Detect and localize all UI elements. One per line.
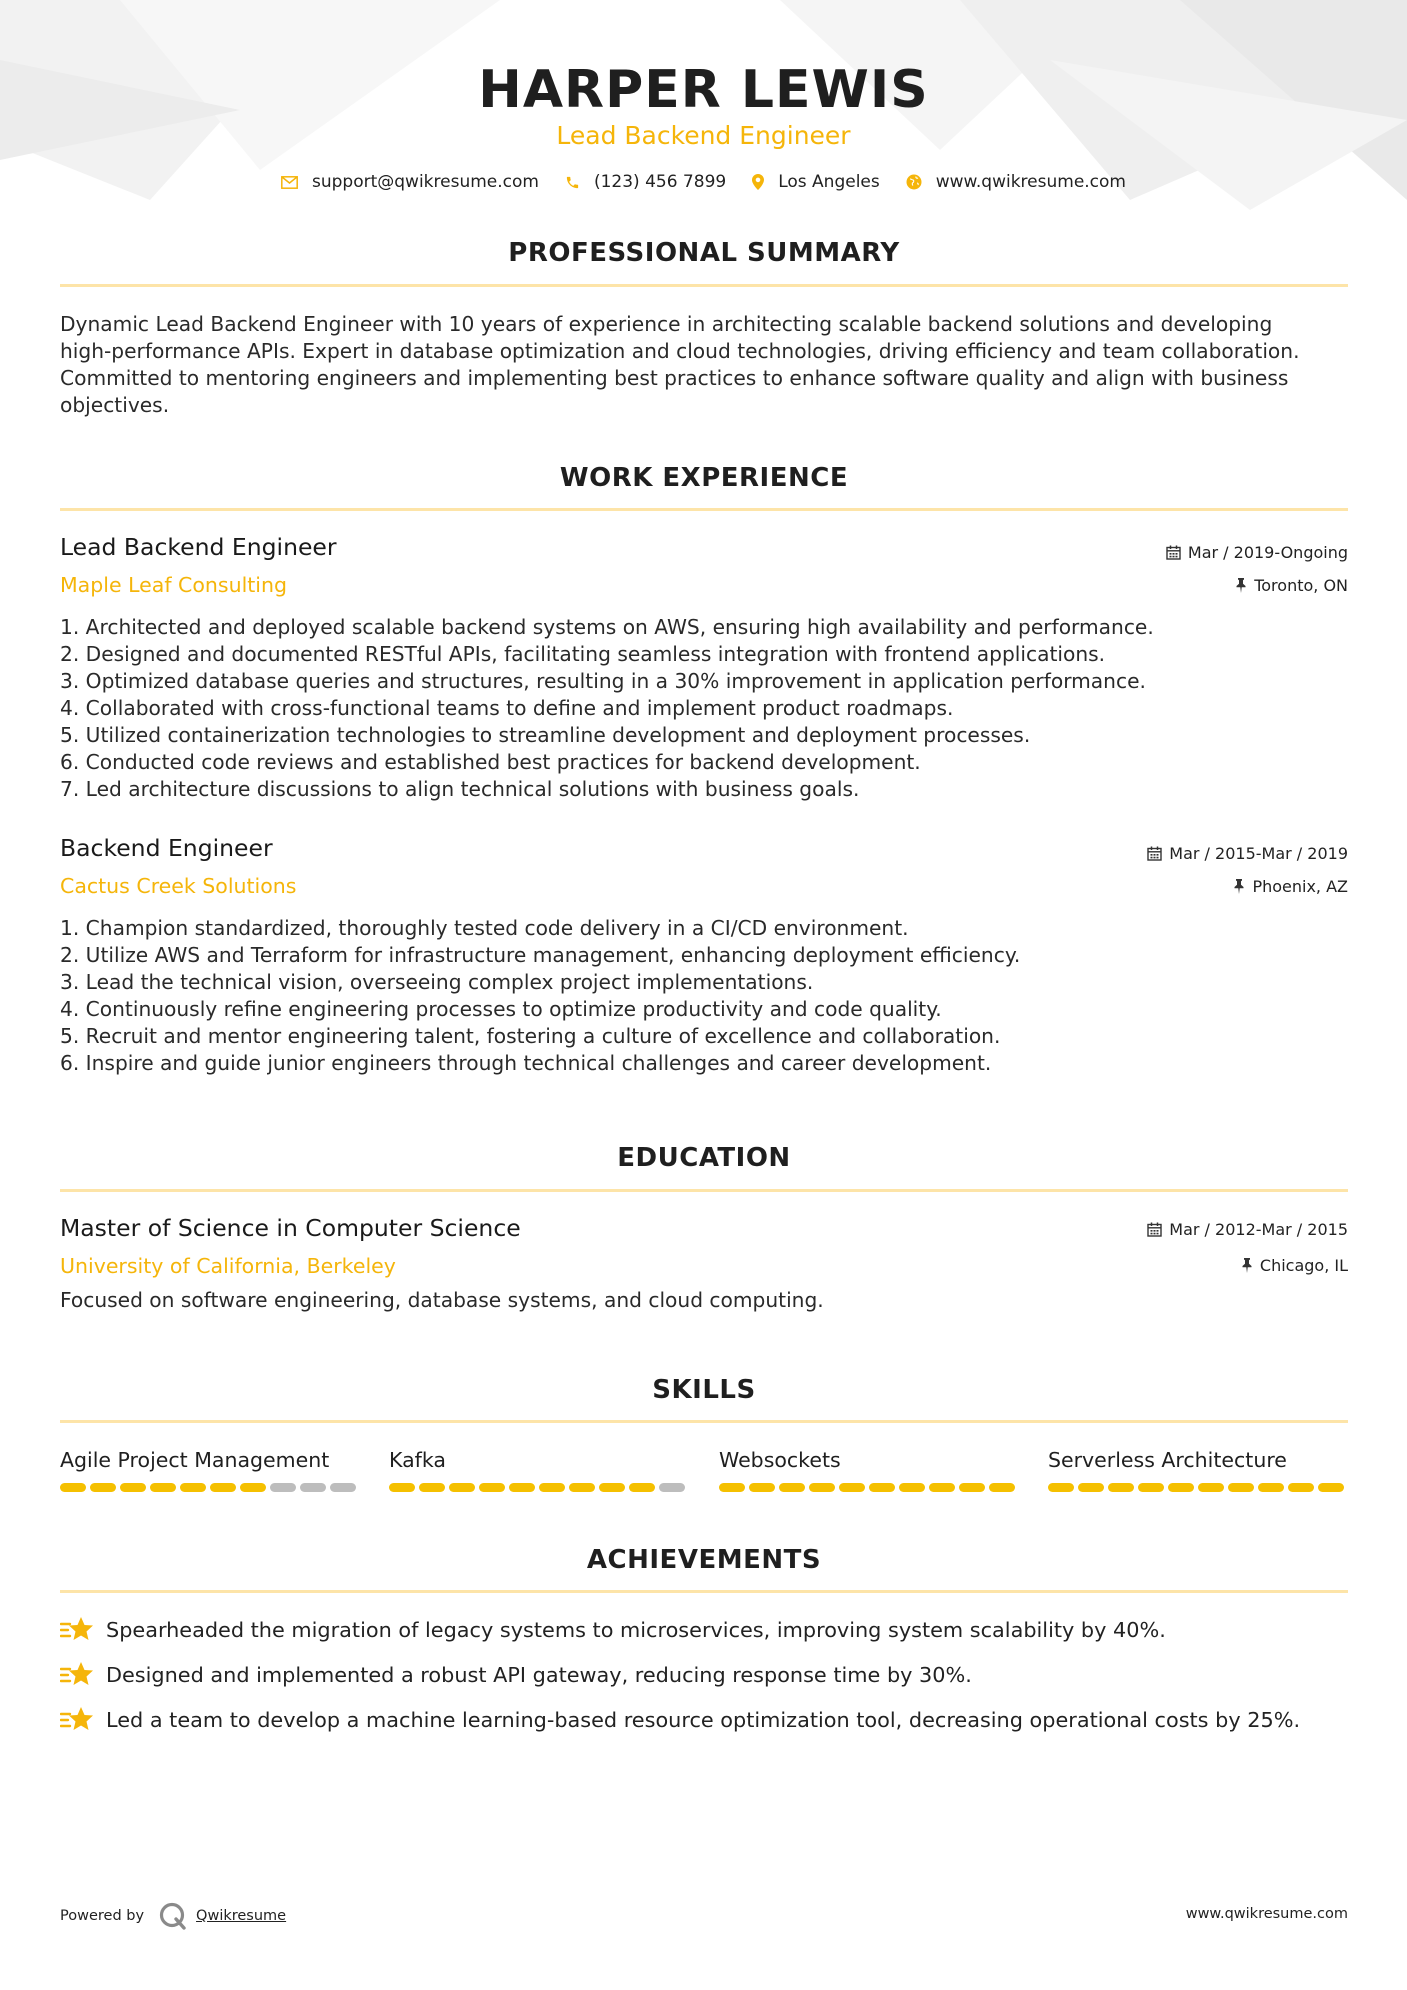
- job-title: Backend Engineer: [60, 834, 273, 862]
- skill-dot-filled: [180, 1483, 206, 1492]
- skill-name: Agile Project Management: [60, 1448, 330, 1472]
- candidate-title: Lead Backend Engineer: [556, 121, 851, 150]
- job-title: Lead Backend Engineer: [60, 533, 337, 561]
- skill-dot-filled: [1108, 1483, 1134, 1492]
- job-bullet: 2. Utilize AWS and Terraform for infrastructure management, enhancing deployment efficiency.: [60, 943, 1021, 967]
- skill-dot-filled: [929, 1483, 955, 1492]
- job-location: [1235, 576, 1348, 595]
- job-bullet-list: [60, 614, 1154, 803]
- job-bullet-list: [60, 915, 1020, 1077]
- skill-dot-filled: [899, 1483, 925, 1492]
- skill-dot-filled: [989, 1483, 1015, 1492]
- skill-dot-filled: [569, 1483, 595, 1492]
- skill-rating: [1048, 1483, 1348, 1492]
- job-location: [1233, 877, 1348, 896]
- education-heading: EDUCATION: [617, 1143, 791, 1173]
- job-bullet: 3. Optimized database queries and structures, resulting in a 30% improvement in application performance.: [60, 669, 1146, 693]
- achievement-text: Designed and implemented a robust API gateway, reducing response time by 30%.: [106, 1663, 972, 1687]
- calendar-icon: [1147, 1222, 1162, 1237]
- skill-dot-empty: [300, 1483, 326, 1492]
- shooting-star-icon: [60, 1660, 94, 1690]
- footer-powered-by: [60, 1901, 286, 1931]
- skill-dot-filled: [1198, 1483, 1224, 1492]
- contact-bar: [0, 172, 1407, 192]
- job-bullet: 1. Champion standardized, thoroughly tested code delivery in a CI/CD environment.: [60, 916, 909, 940]
- shooting-star-icon: [60, 1705, 94, 1735]
- footer-website[interactable]: www.qwikresume.com: [1185, 1906, 1348, 1922]
- education-school: University of California, Berkeley: [60, 1254, 396, 1278]
- candidate-name: HARPER LEWIS: [478, 60, 929, 120]
- skill-dot-filled: [1288, 1483, 1314, 1492]
- skills-heading: SKILLS: [652, 1375, 756, 1405]
- skill-dot-filled: [90, 1483, 116, 1492]
- achievement-item: [60, 1705, 1300, 1735]
- skill-dot-filled: [449, 1483, 475, 1492]
- job-company: Cactus Creek Solutions: [60, 874, 297, 898]
- envelope-icon: [281, 176, 298, 189]
- job-company: Maple Leaf Consulting: [60, 573, 288, 597]
- skill-dot-filled: [779, 1483, 805, 1492]
- job-bullet: 7. Led architecture discussions to align technical solutions with business goals.: [60, 777, 860, 801]
- job-dates-text: Mar / 2019-Ongoing: [1187, 543, 1348, 562]
- job-location-text: Phoenix, AZ: [1252, 877, 1348, 896]
- summary-heading: PROFESSIONAL SUMMARY: [508, 238, 900, 268]
- education-divider: [60, 1189, 1348, 1192]
- achievement-item: [60, 1615, 1166, 1645]
- skill-dot-filled: [389, 1483, 415, 1492]
- skill-dot-filled: [1048, 1483, 1074, 1492]
- website-text: www.qwikresume.com: [935, 172, 1126, 192]
- experience-divider: [60, 508, 1348, 511]
- calendar-icon: [1166, 545, 1181, 560]
- skill-dot-filled: [959, 1483, 985, 1492]
- contact-location: [752, 172, 880, 192]
- skill-dot-filled: [419, 1483, 445, 1492]
- education-location: [1241, 1256, 1348, 1275]
- achievement-item: [60, 1660, 972, 1690]
- skill-dot-filled: [1138, 1483, 1164, 1492]
- job-dates: [1147, 844, 1348, 863]
- job-bullet: 4. Continuously refine engineering processes to optimize productivity and code quality.: [60, 997, 942, 1021]
- skill-rating: [389, 1483, 689, 1492]
- skill-dot-filled: [479, 1483, 505, 1492]
- contact-website[interactable]: [906, 172, 1126, 192]
- summary-line: Dynamic Lead Backend Engineer with 10 years of experience in architecting scalable backend solutions and developing: [60, 312, 1273, 336]
- job-bullet: 3. Lead the technical vision, overseeing complex project implementations.: [60, 970, 814, 994]
- skill-dot-filled: [509, 1483, 535, 1492]
- phone-text: (123) 456 7899: [593, 172, 727, 192]
- skill-dot-empty: [659, 1483, 685, 1492]
- pushpin-icon: [1235, 578, 1247, 593]
- job-bullet: 4. Collaborated with cross-functional teams to define and implement product roadmaps.: [60, 696, 954, 720]
- skill-dot-filled: [809, 1483, 835, 1492]
- achievement-text: Spearheaded the migration of legacy systems to microservices, improving system scalability by 40%.: [106, 1618, 1166, 1642]
- education-description: Focused on software engineering, database systems, and cloud computing.: [60, 1288, 824, 1312]
- skill-name: Websockets: [719, 1448, 841, 1472]
- skills-divider: [60, 1420, 1348, 1423]
- skill-name: Kafka: [389, 1448, 446, 1472]
- contact-email[interactable]: [281, 172, 539, 192]
- education-dates: [1147, 1220, 1348, 1239]
- skill-dot-empty: [330, 1483, 356, 1492]
- skill-dot-empty: [270, 1483, 296, 1492]
- skill-dot-filled: [240, 1483, 266, 1492]
- qwikresume-link[interactable]: Qwikresume: [196, 1908, 287, 1924]
- achievements-divider: [60, 1590, 1348, 1593]
- skill-rating: [60, 1483, 360, 1492]
- skill-item: [719, 1447, 1019, 1492]
- contact-phone[interactable]: [565, 172, 726, 192]
- job-dates: [1166, 543, 1348, 562]
- globe-icon: [906, 174, 922, 190]
- skill-dot-filled: [539, 1483, 565, 1492]
- skill-dot-filled: [1258, 1483, 1284, 1492]
- summary-line: high-performance APIs. Expert in database optimization and cloud technologies, driving efficiency and team collaboration.: [60, 339, 1300, 363]
- skill-dot-filled: [210, 1483, 236, 1492]
- calendar-icon: [1147, 846, 1162, 861]
- job-location-text: Toronto, ON: [1254, 576, 1348, 595]
- pushpin-icon: [1233, 879, 1245, 894]
- location-text: Los Angeles: [778, 172, 880, 192]
- email-text: support@qwikresume.com: [312, 172, 539, 192]
- education-location-text: Chicago, IL: [1259, 1256, 1348, 1275]
- achievement-text: Led a team to develop a machine learning-based resource optimization tool, decreasing operational costs by 25%.: [106, 1708, 1301, 1732]
- skill-dot-filled: [749, 1483, 775, 1492]
- skill-dot-filled: [719, 1483, 745, 1492]
- job-dates-text: Mar / 2015-Mar / 2019: [1169, 844, 1348, 863]
- qwikresume-logo-icon: [158, 1901, 188, 1931]
- phone-icon: [565, 175, 580, 190]
- job-bullet: 6. Inspire and guide junior engineers through technical challenges and career development.: [60, 1051, 992, 1075]
- skill-dot-filled: [839, 1483, 865, 1492]
- summary-line: Committed to mentoring engineers and implementing best practices to enhance software quality and align with business: [60, 366, 1289, 390]
- skill-dot-filled: [1078, 1483, 1104, 1492]
- job-bullet: 5. Recruit and mentor engineering talent, fostering a culture of excellence and collaboration.: [60, 1024, 1001, 1048]
- skill-dot-filled: [599, 1483, 625, 1492]
- summary-line: objectives.: [60, 393, 170, 417]
- skill-item: [60, 1447, 360, 1492]
- skill-dot-filled: [120, 1483, 146, 1492]
- job-bullet: 6. Conducted code reviews and established best practices for backend development.: [60, 750, 921, 774]
- skill-dot-filled: [150, 1483, 176, 1492]
- experience-heading: WORK EXPERIENCE: [559, 463, 849, 493]
- education-degree: Master of Science in Computer Science: [60, 1214, 521, 1242]
- job-bullet: 5. Utilized containerization technologies to streamline development and deployment processes.: [60, 723, 1031, 747]
- job-bullet: 2. Designed and documented RESTful APIs, facilitating seamless integration with frontend applications.: [60, 642, 1106, 666]
- skill-dot-filled: [1168, 1483, 1194, 1492]
- skill-dot-filled: [869, 1483, 895, 1492]
- map-pin-icon: [752, 174, 764, 190]
- skill-item: [1048, 1447, 1348, 1492]
- education-dates-text: Mar / 2012-Mar / 2015: [1169, 1220, 1348, 1239]
- summary-text: [60, 311, 1360, 419]
- summary-divider: [60, 284, 1348, 287]
- shooting-star-icon: [60, 1615, 94, 1645]
- skill-rating: [719, 1483, 1019, 1492]
- pushpin-icon: [1241, 1258, 1253, 1273]
- skill-item: [389, 1447, 689, 1492]
- skill-dot-filled: [1318, 1483, 1344, 1492]
- skill-name: Serverless Architecture: [1048, 1448, 1287, 1472]
- job-bullet: 1. Architected and deployed scalable backend systems on AWS, ensuring high availability and performance.: [60, 615, 1154, 639]
- skill-dot-filled: [60, 1483, 86, 1492]
- skill-dot-filled: [1228, 1483, 1254, 1492]
- skill-dot-filled: [629, 1483, 655, 1492]
- powered-by-label: Powered by: [60, 1908, 145, 1924]
- achievements-heading: ACHIEVEMENTS: [586, 1545, 822, 1575]
